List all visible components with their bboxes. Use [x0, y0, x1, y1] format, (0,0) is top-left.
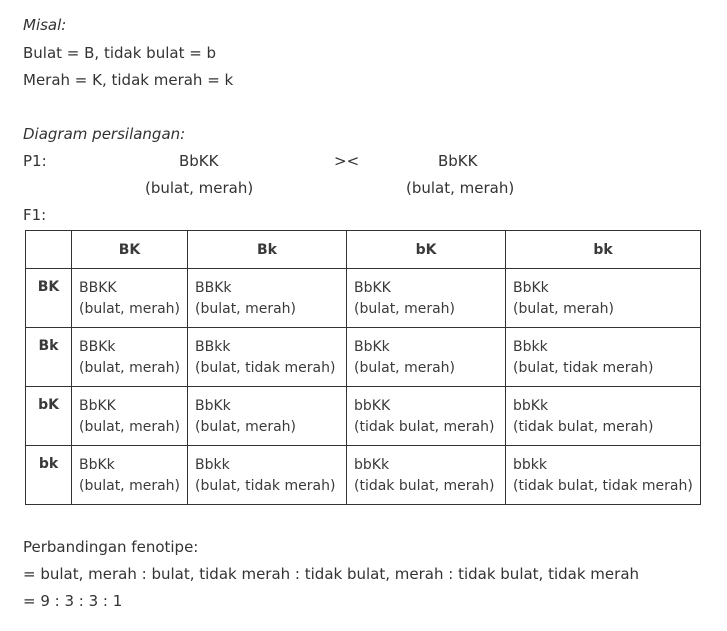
cell-phenotype: (bulat, merah): [79, 478, 181, 494]
cell-phenotype: (bulat, merah): [354, 301, 456, 317]
cell-genotype: bbKk: [354, 457, 390, 473]
punnett-cell: [188, 269, 347, 328]
cell-genotype: BbKK: [354, 280, 391, 296]
column-header: bk: [506, 231, 701, 269]
punnett-cell: [347, 446, 506, 505]
cell-phenotype: (bulat, merah): [513, 301, 615, 317]
cross-symbol: ><: [334, 152, 360, 170]
cell-genotype: BBKk: [79, 339, 116, 355]
column-header: Bk: [188, 231, 347, 269]
punnett-cell: [188, 328, 347, 387]
cell-genotype: BbKk: [195, 398, 231, 414]
cell-genotype: BBKK: [79, 280, 117, 296]
cell-phenotype: (tidak bulat, merah): [354, 419, 495, 435]
cell-genotype: BbKK: [79, 398, 116, 414]
cell-phenotype: (bulat, merah): [195, 419, 297, 435]
cell-phenotype: (bulat, merah): [354, 360, 456, 376]
punnett-cell: [188, 446, 347, 505]
cell-phenotype: (bulat, merah): [79, 301, 181, 317]
cell-genotype: BbKk: [354, 339, 390, 355]
parent1-genotype: BbKK: [179, 152, 219, 170]
punnett-cell: [347, 387, 506, 446]
cell-genotype: bbKK: [354, 398, 391, 414]
punnett-cell: [347, 269, 506, 328]
table-row: [26, 269, 701, 328]
cell-genotype: Bbkk: [513, 339, 548, 355]
allele-definition-red: Merah = K, tidak merah = k: [23, 71, 234, 89]
parent2-genotype: BbKK: [438, 152, 478, 170]
cell-phenotype: (bulat, merah): [79, 419, 181, 435]
row-header: BK: [26, 269, 72, 328]
conclusion-label: Perbandingan fenotipe:: [23, 538, 199, 556]
cell-phenotype: (bulat, tidak merah): [195, 360, 336, 376]
punnett-cell: [347, 328, 506, 387]
table-row: [26, 387, 701, 446]
parent1-phenotype: (bulat, merah): [145, 179, 254, 197]
punnett-cell: [72, 328, 188, 387]
punnett-cell: [506, 446, 701, 505]
table-row: [26, 446, 701, 505]
phenotype-ratio-value: = 9 : 3 : 3 : 1: [23, 592, 123, 610]
punnett-square: [25, 230, 701, 505]
allele-definition-round: Bulat = B, tidak bulat = b: [23, 44, 217, 62]
cell-phenotype: (bulat, tidak merah): [513, 360, 654, 376]
diagram-label: Diagram persilangan:: [23, 125, 186, 143]
column-header: BK: [72, 231, 188, 269]
cell-phenotype: (tidak bulat, merah): [513, 419, 654, 435]
row-header: Bk: [26, 328, 72, 387]
punnett-cell: [188, 387, 347, 446]
column-header: bK: [347, 231, 506, 269]
cell-genotype: BbKk: [79, 457, 115, 473]
cell-genotype: BbKk: [513, 280, 549, 296]
punnett-cell: [72, 387, 188, 446]
punnett-cell: [506, 387, 701, 446]
punnett-cell: [72, 446, 188, 505]
cell-phenotype: (bulat, tidak merah): [195, 478, 336, 494]
punnett-corner: [26, 231, 72, 269]
punnett-cell: [72, 269, 188, 328]
punnett-cell: [506, 269, 701, 328]
table-row: [26, 328, 701, 387]
cell-genotype: Bbkk: [195, 457, 230, 473]
parent2-phenotype: (bulat, merah): [406, 179, 515, 197]
cell-phenotype: (bulat, merah): [195, 301, 297, 317]
cell-genotype: bbkk: [513, 457, 547, 473]
row-header: bk: [26, 446, 72, 505]
cell-phenotype: (tidak bulat, merah): [354, 478, 495, 494]
p1-label: P1:: [23, 152, 47, 170]
phenotype-ratio-terms: = bulat, merah : bulat, tidak merah : tidak bulat, merah : tidak bulat, tidak merah: [23, 565, 640, 583]
cell-phenotype: (tidak bulat, tidak merah): [513, 478, 693, 494]
cell-genotype: BBkk: [195, 339, 231, 355]
f1-label: F1:: [23, 206, 47, 224]
punnett-header-row: [26, 231, 701, 269]
row-header: bK: [26, 387, 72, 446]
punnett-cell: [506, 328, 701, 387]
cell-phenotype: (bulat, merah): [79, 360, 181, 376]
misal-label: Misal:: [23, 16, 67, 34]
cell-genotype: bbKk: [513, 398, 549, 414]
cell-genotype: BBKk: [195, 280, 232, 296]
